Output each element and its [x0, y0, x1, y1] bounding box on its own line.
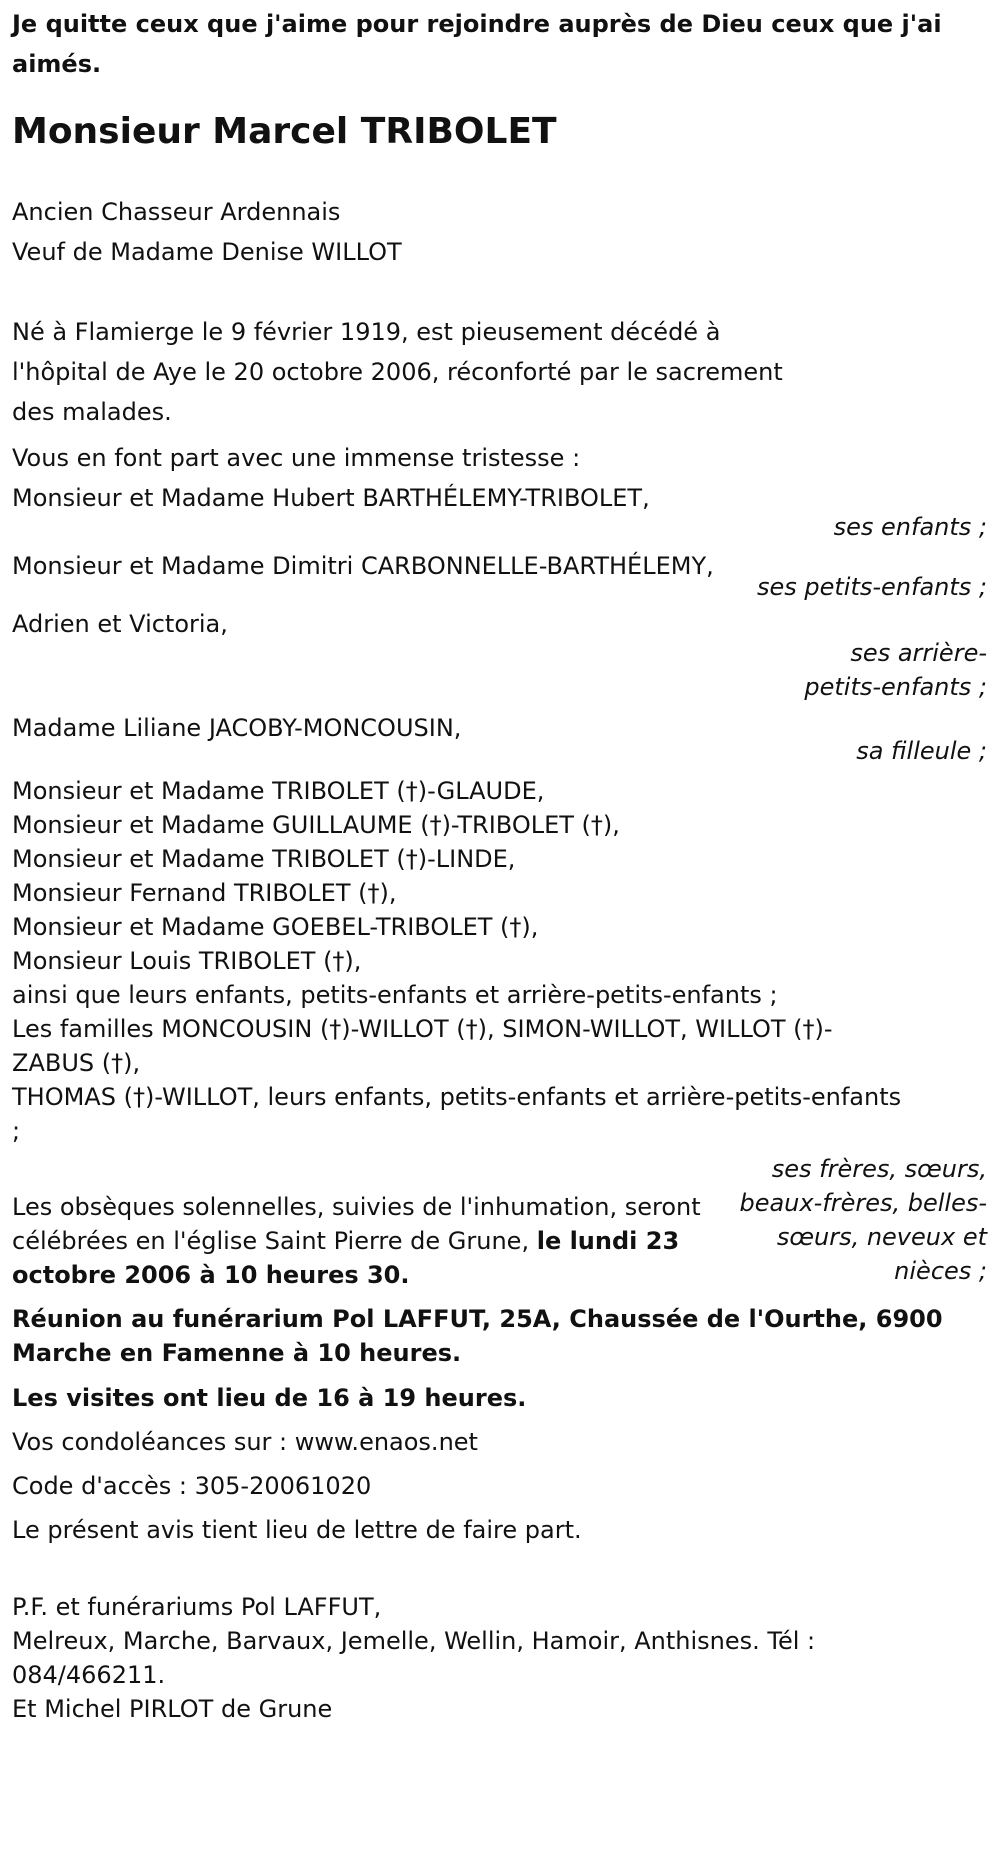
sibling-line: ainsi que leurs enfants, petits-enfants et arrière-petits-enfants ;	[12, 981, 778, 1009]
funeral-date: le lundi 23 octobre 2006 à 10 heures 30.	[12, 1227, 680, 1289]
title-line: Ancien Chasseur Ardennais	[12, 198, 341, 226]
family-great-grandchildren: Adrien et Victoria,	[12, 610, 228, 638]
funeral-left	[12, 1152, 712, 1292]
deceased-titles	[12, 192, 1000, 272]
family-goddaughter: Madame Liliane JACOBY-MONCOUSIN,	[12, 714, 462, 742]
sibling-line: Monsieur et Madame GOEBEL-TRIBOLET (†),	[12, 913, 539, 941]
relation-siblings: ses frères, sœurs, beaux-frères, belles-sœurs, neveux et nièces ;	[739, 1155, 987, 1285]
condolences-info: Vos condoléances sur : www.enaos.net	[12, 1428, 478, 1456]
relation-children: ses enfants ;	[833, 513, 987, 541]
sibling-line: Monsieur et Madame TRIBOLET (†)-GLAUDE,	[12, 777, 545, 805]
epigraph-quote: Je quitte ceux que j'aime pour rejoindre auprès de Dieu ceux que j'ai aimés.	[12, 10, 942, 78]
sibling-line: THOMAS (†)-WILLOT, leurs enfants, petits-enfants et arrière-petits-enfants ;	[12, 1083, 902, 1145]
visits-info: Les visites ont lieu de 16 à 19 heures.	[12, 1384, 527, 1412]
funeral-section	[12, 1152, 987, 1292]
relation-great-grandchildren: ses arrière-petits-enfants ;	[804, 639, 987, 701]
sibling-line: Monsieur Fernand TRIBOLET (†),	[12, 879, 397, 907]
reunion-info: Réunion au funérarium Pol LAFFUT, 25A, Chaussée de l'Ourthe, 6900 Marche en Famenne à 10 heures.	[12, 1305, 943, 1367]
sibling-line: Monsieur et Madame GUILLAUME (†)-TRIBOLET (†),	[12, 811, 620, 839]
funeral-home-line: Et Michel PIRLOT de Grune	[12, 1695, 333, 1723]
family-grandchildren: Monsieur et Madame Dimitri CARBONNELLE-BARTHÉLEMY,	[12, 552, 714, 580]
relation-great-grandchildren-wrap	[12, 636, 987, 704]
siblings-list	[12, 774, 1000, 1148]
sibling-line: Les familles MONCOUSIN (†)-WILLOT (†), SIMON-WILLOT, WILLOT (†)-ZABUS (†),	[12, 1015, 833, 1077]
access-code: Code d'accès : 305-20061020	[12, 1472, 372, 1500]
family-children: Monsieur et Madame Hubert BARTHÉLEMY-TRIBOLET,	[12, 484, 650, 512]
funeral-home	[12, 1590, 1000, 1726]
deceased-name: Monsieur Marcel TRIBOLET	[12, 111, 557, 152]
funeral-text: Les obsèques solennelles, suivies de l'inhumation, seront célébrées en l'église Saint Pierre de Grune,	[12, 1193, 701, 1255]
sibling-line: Monsieur Louis TRIBOLET (†),	[12, 947, 362, 975]
relation-goddaughter: sa filleule ;	[856, 737, 987, 765]
funeral-home-line: Melreux, Marche, Barvaux, Jemelle, Wellin, Hamoir, Anthisnes. Tél : 084/466211.	[12, 1627, 816, 1689]
funeral-home-line: P.F. et funérariums Pol LAFFUT,	[12, 1593, 382, 1621]
notice-text: Le présent avis tient lieu de lettre de faire part.	[12, 1516, 582, 1544]
birth-death-paragraph: Né à Flamierge le 9 février 1919, est pieusement décédé à l'hôpital de Aye le 20 octobre 2006, réconforté par le sacrement des malades.	[12, 318, 783, 426]
title-line: Veuf de Madame Denise WILLOT	[12, 238, 402, 266]
sibling-line: Monsieur et Madame TRIBOLET (†)-LINDE,	[12, 845, 516, 873]
relation-grandchildren: ses petits-enfants ;	[756, 573, 987, 601]
announce-intro: Vous en font part avec une immense tristesse :	[12, 444, 581, 472]
